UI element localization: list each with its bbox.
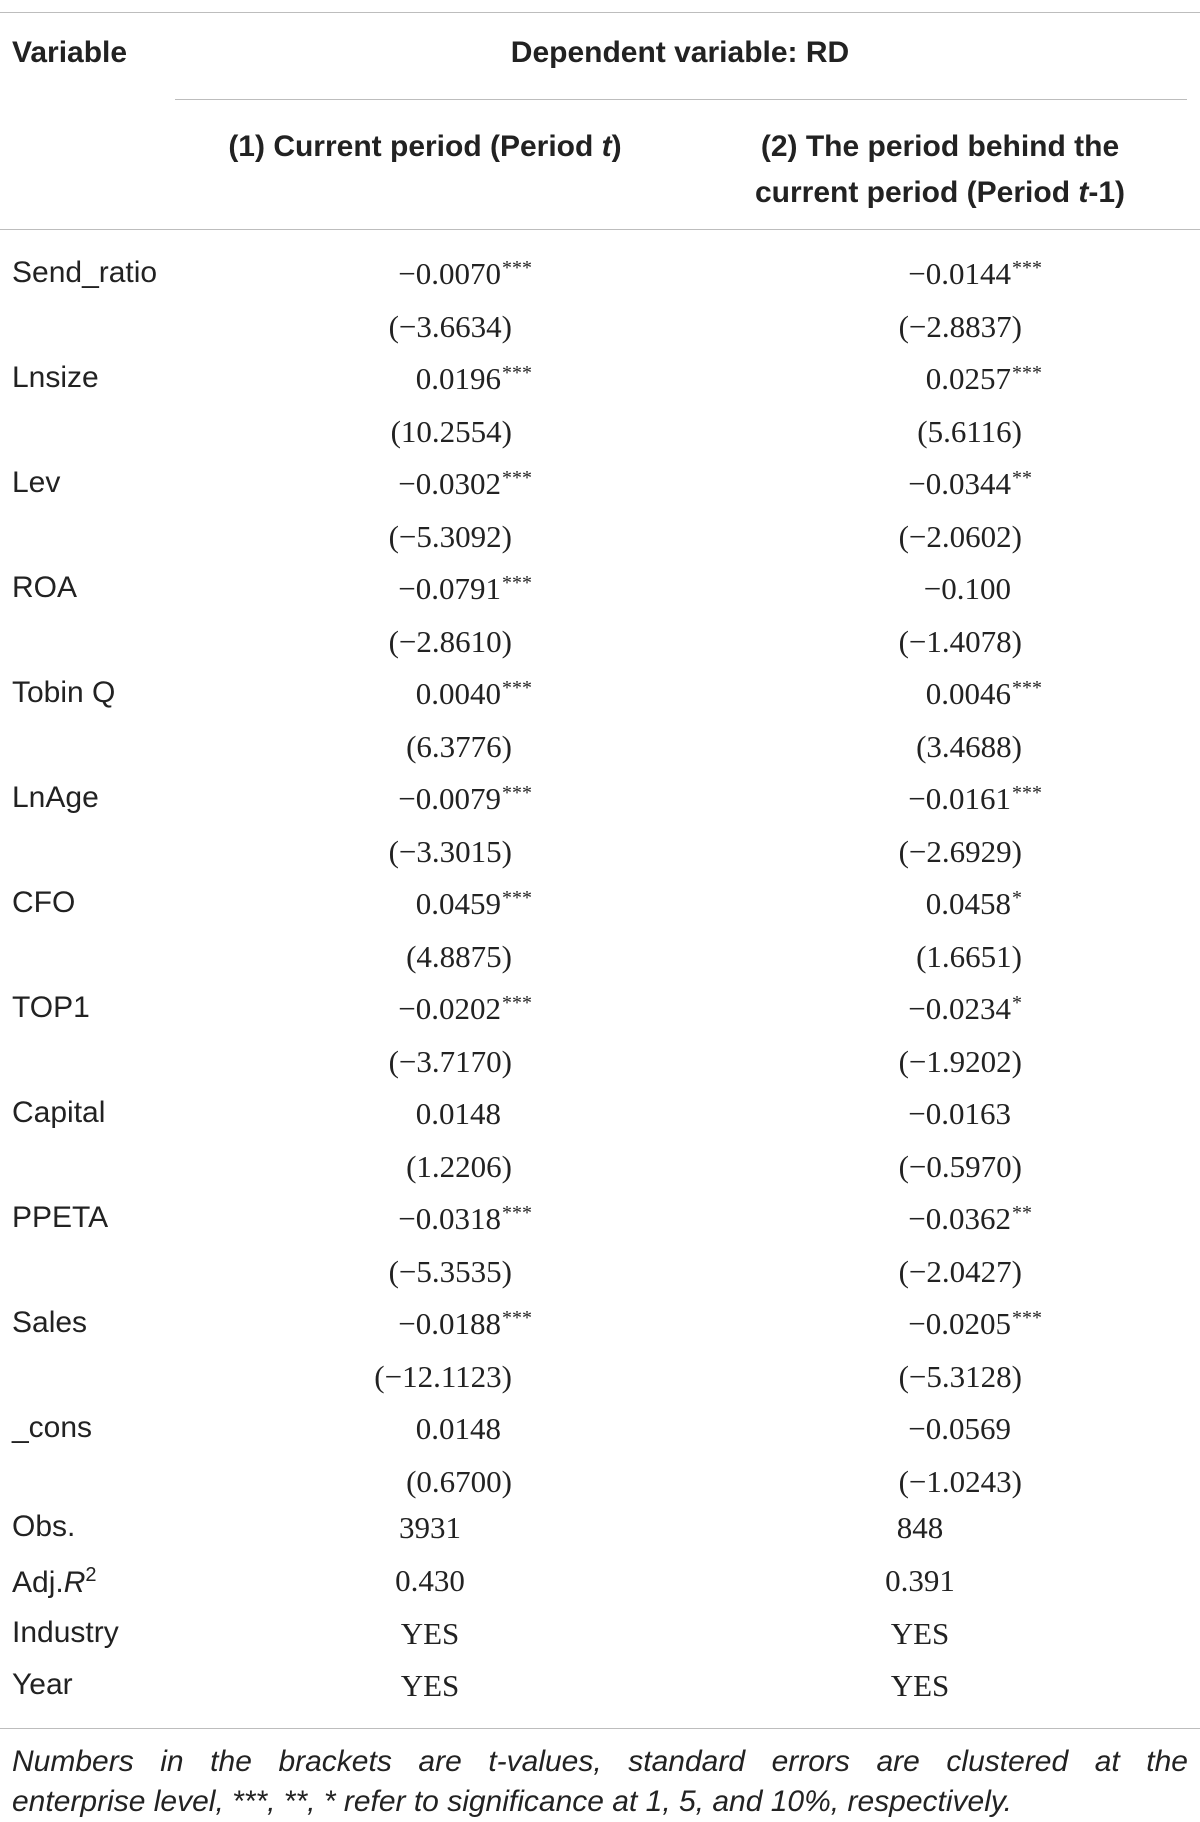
t-value-column-2: (−5.3128)	[898, 1359, 1022, 1394]
significance-stars: ***	[502, 677, 532, 699]
row-label: CFO	[12, 886, 76, 919]
row-label: Sales	[12, 1306, 88, 1339]
t-value-column-2: (−0.5970)	[898, 1149, 1022, 1184]
t-value-column-2: (−2.0602)	[898, 519, 1022, 554]
coefficient-value: 0.0459	[415, 886, 501, 921]
coefficient-value: −0.0362	[908, 1201, 1011, 1236]
coefficient-column-2	[810, 1308, 1050, 1339]
t-value-column-1: (0.6700)	[406, 1464, 512, 1499]
coefficient-column-1	[300, 1098, 540, 1129]
t-value-column-2: (−1.4078)	[898, 624, 1022, 659]
coefficient-column-1	[300, 678, 540, 709]
coefficient-column-1	[300, 1308, 540, 1339]
coefficient-column-2	[810, 1098, 1050, 1129]
footnote-line-1: Numbers in the brackets are t-values, standard errors are clustered at the	[12, 1745, 1188, 1778]
coefficient-value: −0.0161	[908, 781, 1011, 816]
row-label: LnAge	[12, 781, 99, 814]
header-dependent-variable: Dependent variable: RD	[510, 36, 850, 69]
row-label: Capital	[12, 1096, 106, 1129]
coefficient-value: −0.0202	[398, 991, 501, 1026]
coefficient-column-1	[300, 258, 540, 289]
t-value-column-2: (−2.0427)	[898, 1254, 1022, 1289]
row-label-obs: Obs.	[12, 1510, 76, 1543]
significance-stars: ***	[502, 362, 532, 384]
row-label: _cons	[12, 1411, 93, 1444]
t-value-column-1: (−3.7170)	[388, 1044, 512, 1079]
adj-r2-column-2: 0.391	[885, 1563, 955, 1598]
significance-stars: ***	[502, 887, 532, 909]
significance-stars: *	[1012, 992, 1022, 1014]
dependent-variable-rule	[175, 99, 1187, 100]
column-2-header-line2: current period (Period t-1)	[754, 176, 1126, 209]
year-column-1: YES	[400, 1668, 460, 1703]
header-bottom-rule	[0, 229, 1200, 230]
t-value-column-1: (−3.3015)	[388, 834, 512, 869]
coefficient-value: 0.0458	[925, 886, 1011, 921]
obs-column-2: 848	[896, 1510, 944, 1545]
coefficient-value: 0.0040	[415, 676, 501, 711]
t-value-column-2: (1.6651)	[916, 939, 1022, 974]
significance-stars: **	[1012, 467, 1032, 489]
significance-stars: ***	[1012, 677, 1042, 699]
industry-column-1: YES	[400, 1616, 460, 1651]
significance-stars: ***	[1012, 257, 1042, 279]
row-label-year: Year	[12, 1668, 73, 1701]
coefficient-value: 0.0196	[415, 361, 501, 396]
coefficient-column-2	[810, 888, 1050, 919]
significance-stars: *	[1012, 887, 1022, 909]
coefficient-column-1	[300, 573, 540, 604]
t-value-column-2: (−1.0243)	[898, 1464, 1022, 1499]
t-value-column-1: (6.3776)	[406, 729, 512, 764]
coefficient-value: −0.0302	[398, 466, 501, 501]
row-label: Send_ratio	[12, 256, 158, 289]
industry-column-2: YES	[890, 1616, 950, 1651]
coefficient-column-1	[300, 993, 540, 1024]
t-value-column-1: (1.2206)	[406, 1149, 512, 1184]
table-footnote	[12, 1742, 1188, 1822]
coefficient-value: −0.0163	[908, 1096, 1011, 1131]
coefficient-column-2	[810, 783, 1050, 814]
significance-stars: ***	[1012, 362, 1042, 384]
coefficient-column-2	[810, 678, 1050, 709]
significance-stars: ***	[502, 467, 532, 489]
coefficient-value: −0.0791	[398, 571, 501, 606]
coefficient-value: 0.0148	[415, 1096, 501, 1131]
coefficient-column-2	[810, 1413, 1050, 1444]
row-label: TOP1	[12, 991, 90, 1024]
t-value-column-2: (5.6116)	[917, 414, 1022, 449]
adj-r2-column-1: 0.430	[395, 1563, 465, 1598]
table-bottom-rule	[0, 1728, 1200, 1729]
row-label-adj-r2: $Adj.R^2$	[12, 1564, 97, 1599]
year-column-2: YES	[890, 1668, 950, 1703]
coefficient-value: −0.0318	[398, 1201, 501, 1236]
coefficient-value: −0.0569	[908, 1411, 1011, 1446]
coefficient-value: −0.0344	[908, 466, 1011, 501]
significance-stars: ***	[1012, 1307, 1042, 1329]
coefficient-value: −0.0188	[398, 1306, 501, 1341]
obs-column-1: 3931	[399, 1510, 461, 1545]
row-label: ROA	[12, 571, 78, 604]
coefficient-column-2	[810, 258, 1050, 289]
t-value-column-2: (3.4688)	[916, 729, 1022, 764]
coefficient-column-1	[300, 363, 540, 394]
row-label: PPETA	[12, 1201, 109, 1234]
coefficient-column-2	[810, 468, 1050, 499]
coefficient-column-1	[300, 468, 540, 499]
t-value-column-1: (−2.8610)	[388, 624, 512, 659]
coefficient-value: −0.0234	[908, 991, 1011, 1026]
coefficient-column-1	[300, 783, 540, 814]
coefficient-value: 0.0148	[415, 1411, 501, 1446]
row-label: Lev	[12, 466, 61, 499]
coefficient-column-1	[300, 888, 540, 919]
t-value-column-2: (−2.6929)	[898, 834, 1022, 869]
significance-stars: **	[1012, 1202, 1032, 1224]
significance-stars: ***	[502, 1307, 532, 1329]
coefficient-column-1	[300, 1203, 540, 1234]
t-value-column-1: (−5.3535)	[388, 1254, 512, 1289]
coefficient-value: 0.0257	[925, 361, 1011, 396]
coefficient-value: −0.0205	[908, 1306, 1011, 1341]
coefficient-column-2	[810, 993, 1050, 1024]
coefficient-value: −0.100	[923, 571, 1011, 606]
coefficient-value: −0.0079	[398, 781, 501, 816]
t-value-column-1: (−12.1123)	[374, 1359, 512, 1394]
t-value-column-2: (−2.8837)	[898, 309, 1022, 344]
row-label: Tobin Q	[12, 676, 116, 709]
coefficient-value: −0.0070	[398, 256, 501, 291]
coefficient-column-1	[300, 1413, 540, 1444]
significance-stars: ***	[1012, 782, 1042, 804]
significance-stars: ***	[502, 782, 532, 804]
header-variable: Variable	[12, 36, 128, 69]
significance-stars: ***	[502, 992, 532, 1014]
t-value-column-1: (10.2554)	[390, 414, 512, 449]
coefficient-column-2	[810, 573, 1050, 604]
coefficient-value: 0.0046	[925, 676, 1011, 711]
footnote-line-2: enterprise level, ***, **, * refer to significance at 1, 5, and 10%, respectively.	[12, 1785, 1012, 1818]
t-value-column-2: (−1.9202)	[898, 1044, 1022, 1079]
column-2-header-line1: (2) The period behind the	[760, 130, 1120, 163]
row-label: Lnsize	[12, 361, 99, 394]
column-1-header: (1) Current period (Period t)	[228, 130, 622, 163]
significance-stars: ***	[502, 257, 532, 279]
t-value-column-1: (−3.6634)	[388, 309, 512, 344]
significance-stars: ***	[502, 1202, 532, 1224]
coefficient-value: −0.0144	[908, 256, 1011, 291]
coefficient-column-2	[810, 363, 1050, 394]
significance-stars: ***	[502, 572, 532, 594]
coefficient-column-2	[810, 1203, 1050, 1234]
top-rule	[0, 12, 1200, 13]
t-value-column-1: (−5.3092)	[388, 519, 512, 554]
row-label-industry: Industry	[12, 1616, 119, 1649]
t-value-column-1: (4.8875)	[406, 939, 512, 974]
